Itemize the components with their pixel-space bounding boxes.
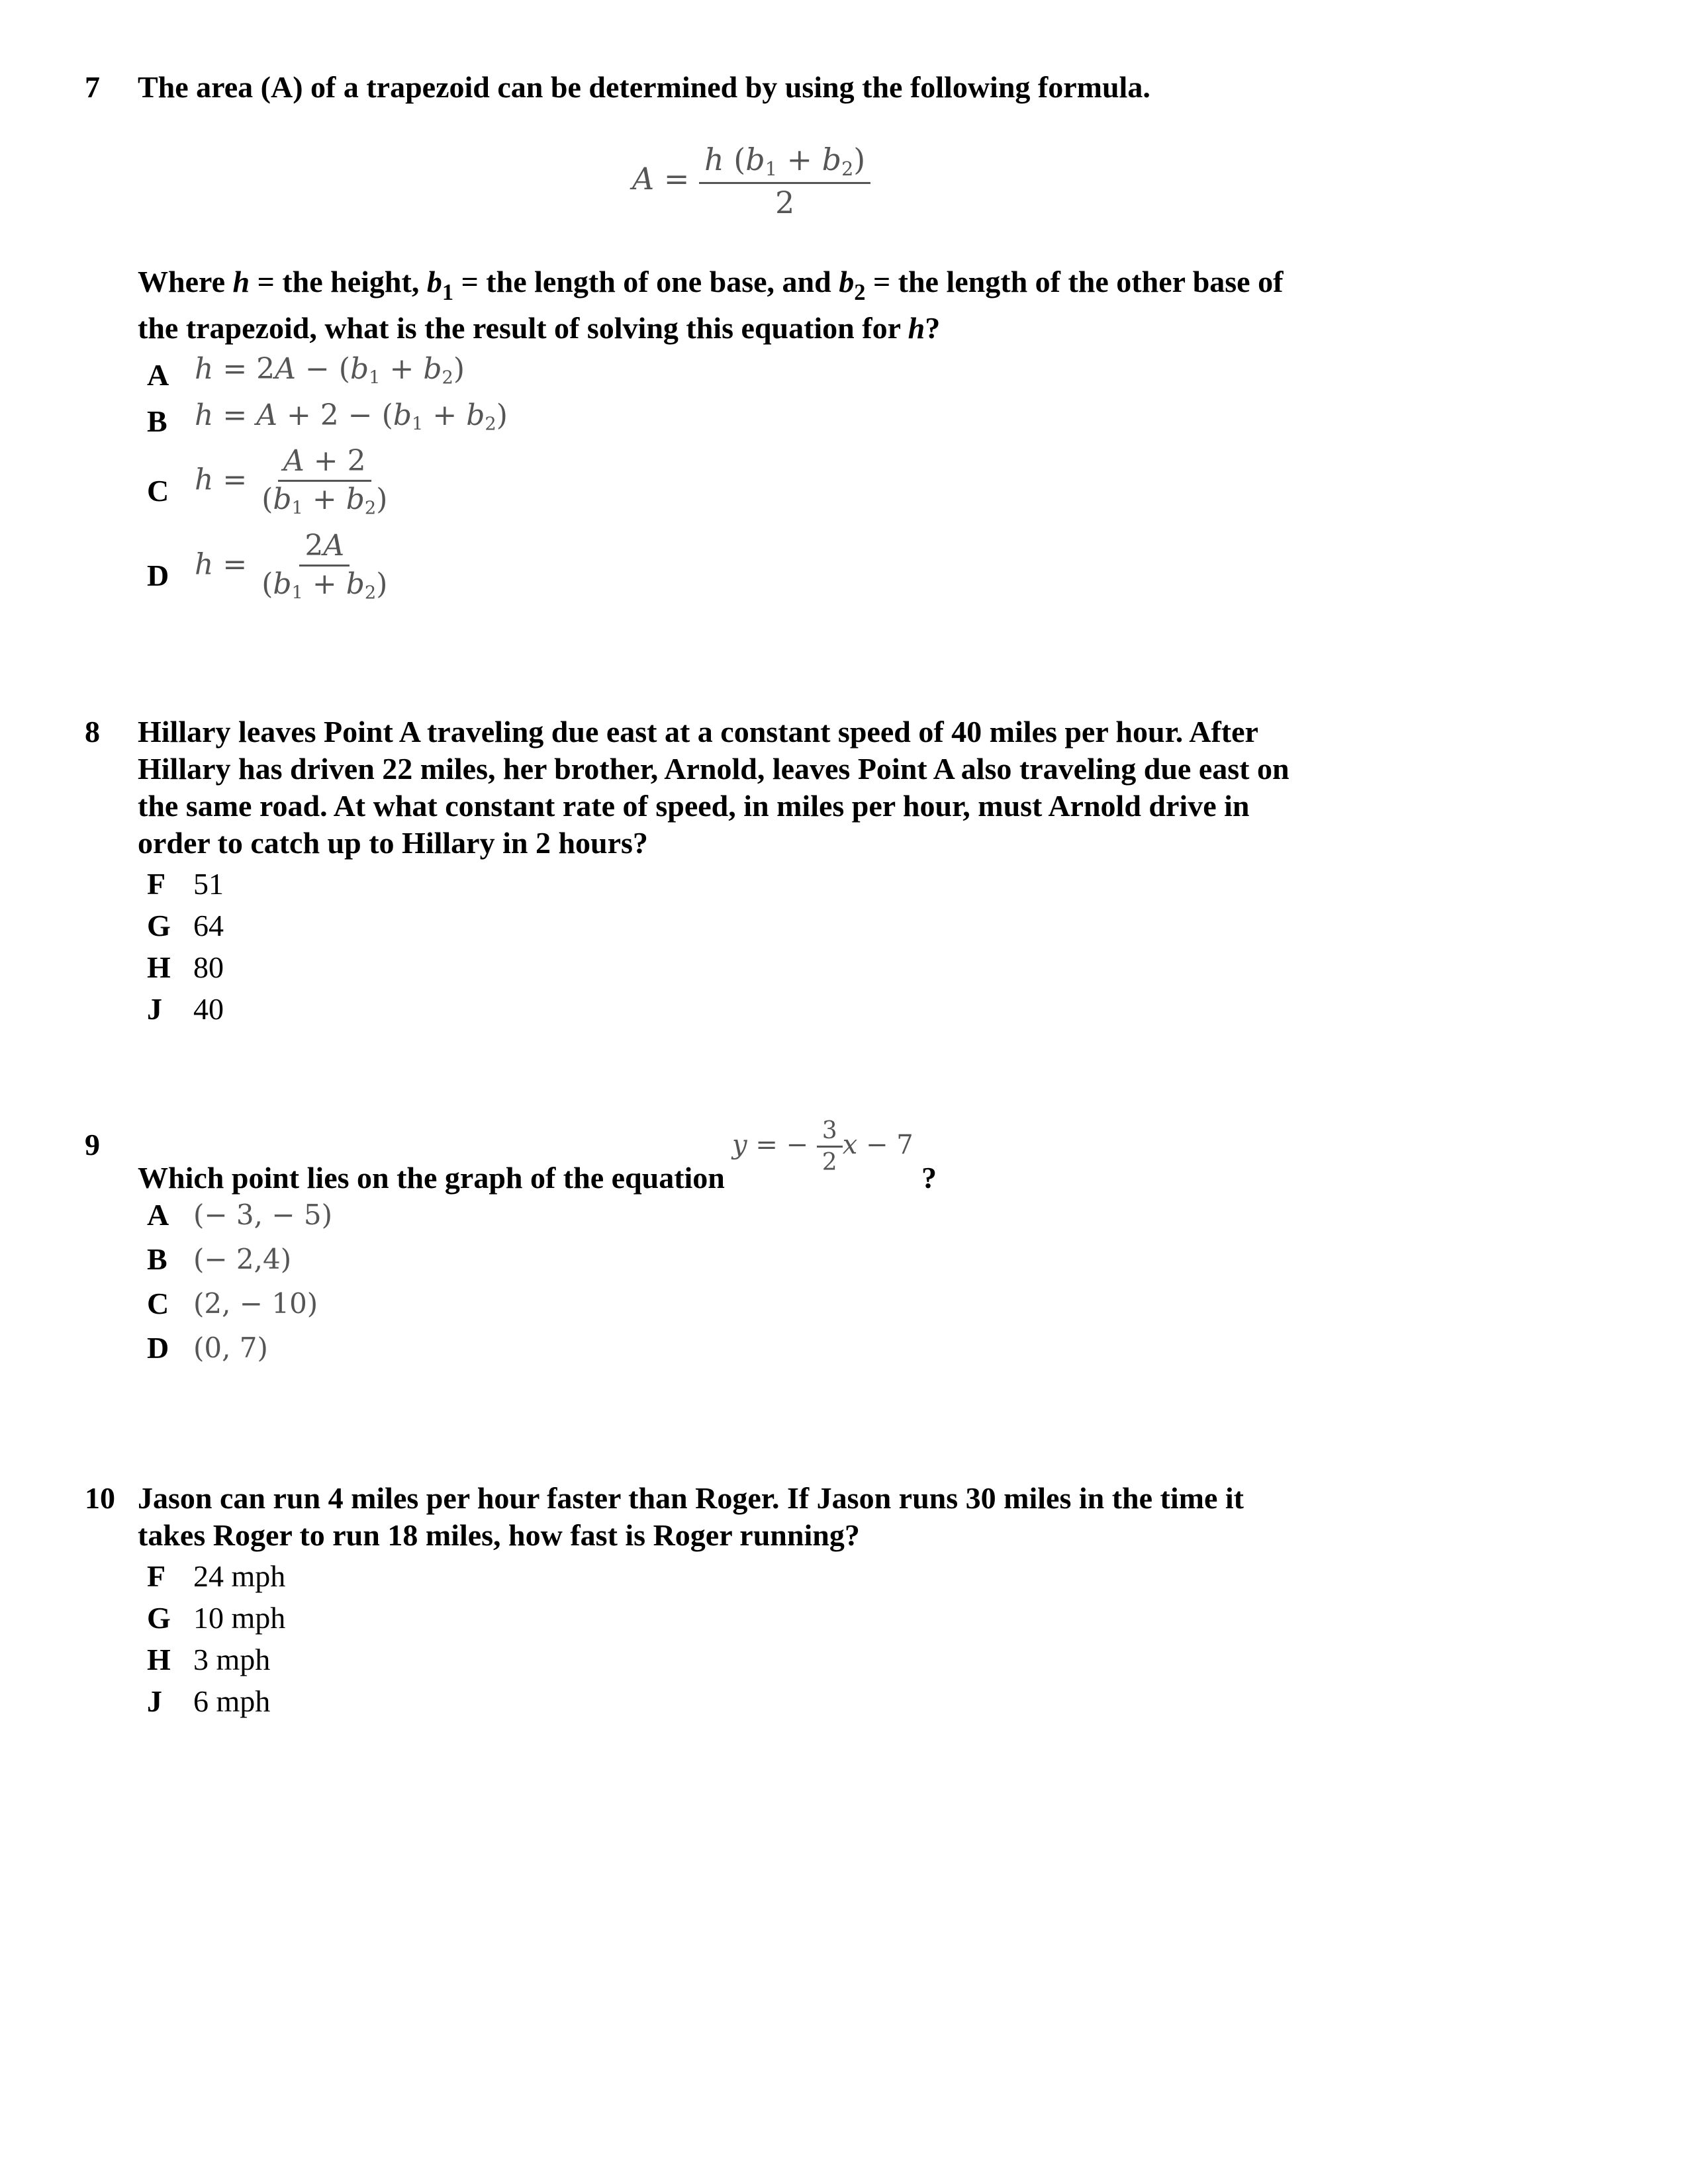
choice-label: B [147,404,167,438]
choice-label: A [147,1198,169,1232]
choice-label: F [147,1559,166,1593]
choice-value: 24 mph [193,1559,286,1593]
choice-label: H [147,950,171,984]
choice-label: J [147,992,162,1026]
trapezoid-area-formula: A = $\frac{h (b_1 + b_2)}{2}$ [632,142,870,220]
choice-label: H [147,1643,171,1676]
question-stem: The area (A) of a trapezoid can be determined by using the following formula. [138,70,1150,104]
choice-h[interactable] [147,948,224,989]
choice-label: D [147,1331,169,1365]
choice-value: 80 [193,950,224,984]
choice-f[interactable] [147,1557,285,1598]
choice-value: (− 2,4) [193,1243,292,1275]
choice-j[interactable] [147,1682,285,1723]
choice-label: G [147,1601,171,1635]
choice-value: h = $\frac{A + 2}{(b_1 + b_2)}$ [195,444,388,519]
choice-b[interactable] [147,1240,332,1284]
question-stem-line: Jason can run 4 miles per hour faster than Roger. If Jason runs 30 miles in the time it [138,1481,1244,1515]
choice-value: 3 mph [193,1643,271,1676]
choice-g[interactable] [147,1598,285,1640]
choice-value: 51 [193,867,224,901]
question-mark: ? [921,1161,937,1195]
choice-value: 6 mph [193,1684,271,1718]
question-stem-line: Hillary has driven 22 miles, her brother, Arnold, leaves Point A also traveling due east on [138,752,1289,786]
choice-list [147,864,224,1031]
question-number: 9 [85,1128,100,1161]
question-stem-continued: Where h = the height, $b_1$ = the length of one base, and $b_2$ = the length of the other base of [138,265,1284,306]
question-stem-line: the same road. At what constant rate of speed, in miles per hour, must Arnold drive in [138,789,1250,823]
choice-label: B [147,1242,167,1276]
choice-label: J [147,1684,162,1718]
choice-label: C [147,474,169,508]
choice-a[interactable] [147,1195,332,1240]
choice-value: $h = 2A - (b_1 + b_2)$ [195,352,465,388]
line-equation: y = − $\frac{3}{2}$ x − 7 [732,1117,914,1177]
question-stem-line: order to catch up to Hillary in 2 hours? [138,826,648,860]
choice-label: C [147,1287,169,1320]
choice-value: (2, − 10) [193,1287,318,1320]
choice-c[interactable] [147,1284,332,1328]
choice-list [147,1195,332,1373]
choice-value: (0, 7) [193,1332,268,1364]
choice-j[interactable] [147,989,224,1031]
question-number: 10 [85,1481,115,1515]
choice-label: F [147,867,166,901]
choice-h[interactable] [147,1640,285,1682]
choice-value: 40 [193,992,224,1026]
choice-value: h = $\frac{2A}{(b_1 + b_2)}$ [195,529,388,604]
choice-f[interactable] [147,864,224,906]
choice-value: 10 mph [193,1601,286,1635]
choice-label: G [147,909,171,942]
question-number: 8 [85,715,100,749]
question-stem: Which point lies on the graph of the equation [138,1161,725,1195]
choice-value: (− 3, − 5) [193,1199,332,1231]
choice-d[interactable] [147,1328,332,1373]
choice-value: $h = A + 2 - (b_1 + b_2)$ [195,398,508,435]
choice-g[interactable] [147,906,224,948]
question-stem-continued: the trapezoid, what is the result of solving this equation for h? [138,311,941,345]
question-stem-line: takes Roger to run 18 miles, how fast is Roger running? [138,1518,860,1552]
choice-list [147,1557,285,1723]
question-stem-line: Hillary leaves Point A traveling due east at a constant speed of 40 miles per hour. After [138,715,1258,749]
choice-value: 64 [193,909,224,942]
question-number: 7 [85,70,100,104]
choice-label: D [147,559,169,592]
choice-label: A [147,358,169,392]
